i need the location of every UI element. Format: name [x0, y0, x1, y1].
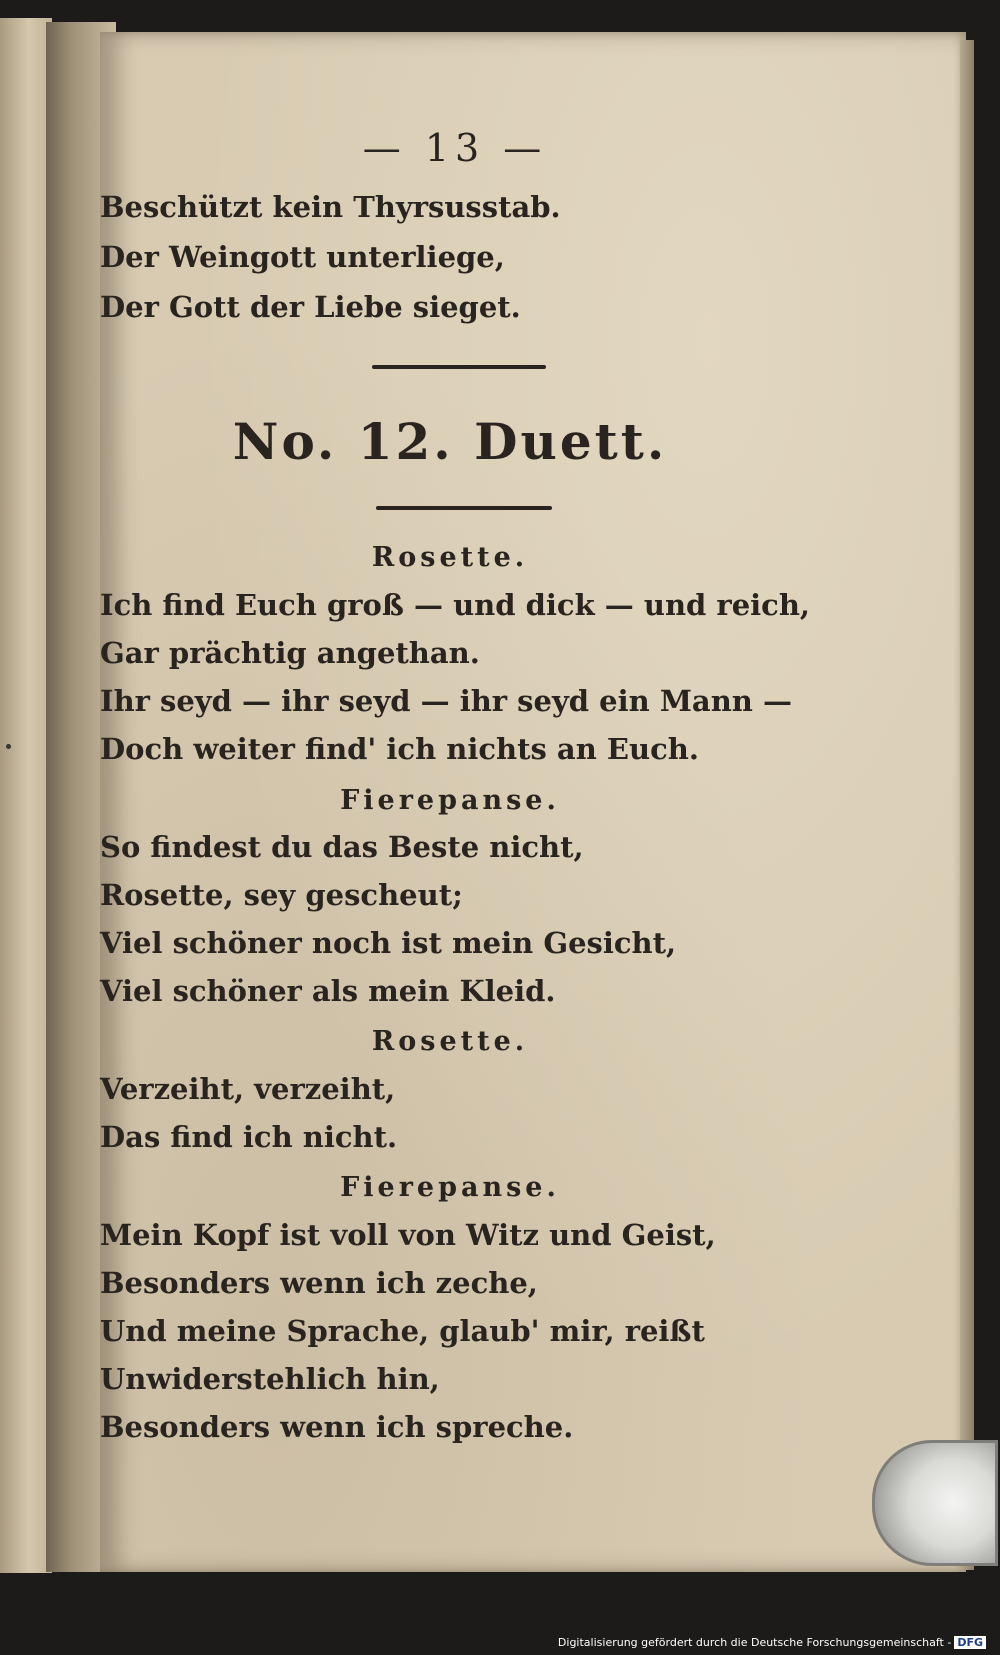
verse-line: Das find ich nicht. [100, 1120, 398, 1154]
verse-line: Beschützt kein Thyrsusstab. [100, 190, 561, 224]
verse-line: Besonders wenn ich spreche. [100, 1410, 574, 1444]
verse-line: Doch weiter find' ich nichts an Euch. [100, 732, 699, 766]
verse-line: Mein Kopf ist voll von Witz und Geist, [100, 1218, 716, 1252]
speaker-name: Fierepanse. [340, 1172, 560, 1203]
verse-line: Ich find Euch groß — und dick — und reich, [100, 588, 811, 622]
speaker-name: Rosette. [371, 542, 529, 573]
verse-line: Und meine Sprache, glaub' mir, reißt [100, 1314, 705, 1348]
adjacent-page-edge [0, 18, 52, 1573]
speaker-name: Rosette. [371, 1026, 529, 1057]
verse-line: Unwiderstehlich hin, [100, 1362, 440, 1396]
digitization-credit [558, 1636, 986, 1649]
verse-line: Viel schöner noch ist mein Gesicht, [100, 926, 677, 960]
credit-text: Digitalisierung gefördert durch die Deutsche Forschungsgemeinschaft - [557, 1636, 952, 1649]
verse-line: Verzeiht, verzeiht, [100, 1072, 396, 1106]
section-rule-bottom [376, 506, 552, 510]
verse-line: Der Gott der Liebe sieget. [100, 290, 521, 324]
page-number: — 13 — [362, 126, 548, 170]
verse-line: Der Weingott unterliege, [100, 240, 505, 274]
verse-line: Viel schöner als mein Kleid. [100, 974, 556, 1008]
section-rule-top [372, 365, 546, 369]
ink-speck [6, 744, 11, 749]
page-edge [960, 40, 974, 1570]
verse-line: Ihr seyd — ihr seyd — ihr seyd ein Mann — [100, 684, 792, 718]
page-clip [872, 1440, 998, 1566]
verse-line: Gar prächtig angethan. [100, 636, 480, 670]
verse-line: Besonders wenn ich zeche, [100, 1266, 538, 1300]
dfg-logo: DFG [954, 1636, 986, 1649]
verse-line: So findest du das Beste nicht, [100, 830, 584, 864]
section-heading: No. 12. Duett. [232, 412, 668, 471]
speaker-name: Fierepanse. [340, 785, 560, 816]
verse-line: Rosette, sey gescheut; [100, 878, 463, 912]
